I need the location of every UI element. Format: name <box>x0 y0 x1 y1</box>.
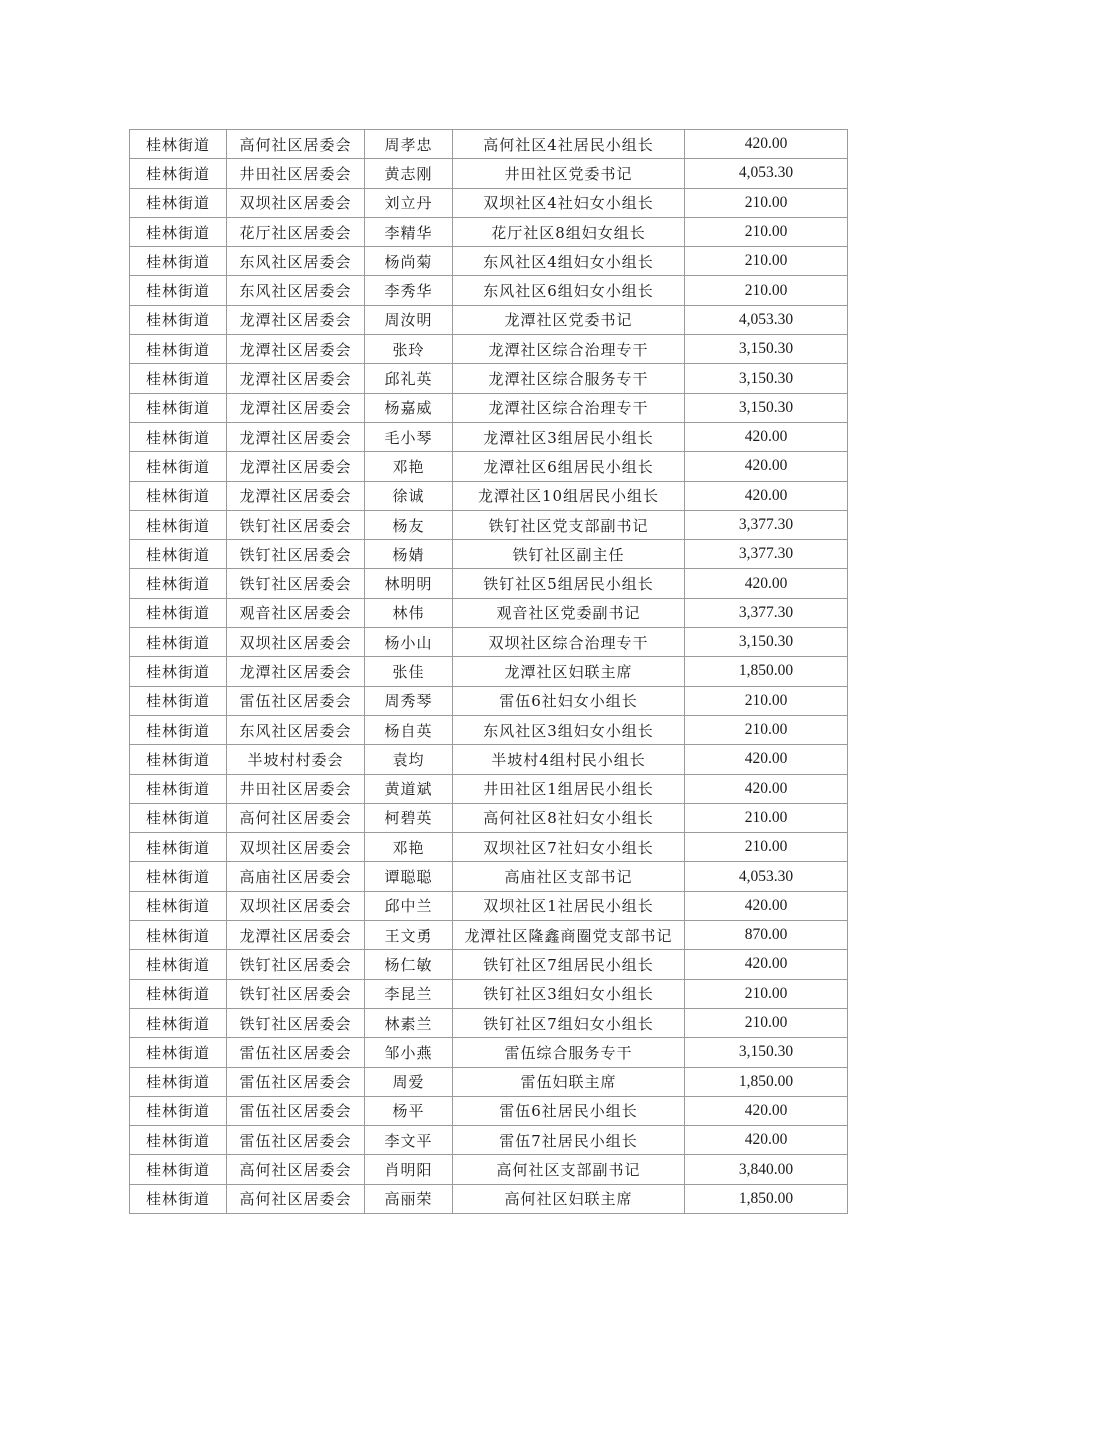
name-cell: 杨尚菊 <box>365 247 453 276</box>
street-cell: 桂林街道 <box>130 452 227 481</box>
street-cell: 桂林街道 <box>130 891 227 920</box>
table-row <box>130 745 848 774</box>
position-cell: 双坝社区4社妇女小组长 <box>453 188 685 217</box>
committee-cell: 高何社区居委会 <box>227 1155 365 1184</box>
table-row <box>130 715 848 744</box>
name-cell: 周孝忠 <box>365 130 453 159</box>
name-cell: 袁均 <box>365 745 453 774</box>
street-cell: 桂林街道 <box>130 1008 227 1037</box>
position-cell: 龙潭社区10组居民小组长 <box>453 481 685 510</box>
street-cell: 桂林街道 <box>130 276 227 305</box>
table-row <box>130 364 848 393</box>
amount-cell: 420.00 <box>685 481 848 510</box>
street-cell: 桂林街道 <box>130 1067 227 1096</box>
table-row <box>130 628 848 657</box>
amount-cell: 1,850.00 <box>685 1067 848 1096</box>
position-cell: 双坝社区综合治理专干 <box>453 628 685 657</box>
committee-cell: 双坝社区居委会 <box>227 188 365 217</box>
table-row <box>130 510 848 539</box>
street-cell: 桂林街道 <box>130 803 227 832</box>
position-cell: 龙潭社区妇联主席 <box>453 657 685 686</box>
table-row <box>130 950 848 979</box>
name-cell: 李精华 <box>365 217 453 246</box>
amount-cell: 3,377.30 <box>685 540 848 569</box>
amount-cell: 210.00 <box>685 715 848 744</box>
position-cell: 井田社区1组居民小组长 <box>453 774 685 803</box>
amount-cell: 420.00 <box>685 774 848 803</box>
street-cell: 桂林街道 <box>130 481 227 510</box>
position-cell: 雷伍7社居民小组长 <box>453 1126 685 1155</box>
name-cell: 黄志刚 <box>365 159 453 188</box>
name-cell: 邱中兰 <box>365 891 453 920</box>
committee-cell: 高何社区居委会 <box>227 803 365 832</box>
name-cell: 李文平 <box>365 1126 453 1155</box>
name-cell: 杨小山 <box>365 628 453 657</box>
street-cell: 桂林街道 <box>130 715 227 744</box>
committee-cell: 龙潭社区居委会 <box>227 921 365 950</box>
table-row <box>130 833 848 862</box>
committee-cell: 龙潭社区居委会 <box>227 481 365 510</box>
table-row <box>130 393 848 422</box>
table-row <box>130 305 848 334</box>
position-cell: 井田社区党委书记 <box>453 159 685 188</box>
street-cell: 桂林街道 <box>130 657 227 686</box>
name-cell: 黄道斌 <box>365 774 453 803</box>
committee-cell: 龙潭社区居委会 <box>227 393 365 422</box>
position-cell: 花厅社区8组妇女组长 <box>453 217 685 246</box>
name-cell: 周秀琴 <box>365 686 453 715</box>
committee-cell: 铁钉社区居委会 <box>227 569 365 598</box>
amount-cell: 420.00 <box>685 452 848 481</box>
street-cell: 桂林街道 <box>130 188 227 217</box>
position-cell: 铁钉社区3组妇女小组长 <box>453 979 685 1008</box>
amount-cell: 420.00 <box>685 130 848 159</box>
amount-cell: 210.00 <box>685 833 848 862</box>
street-cell: 桂林街道 <box>130 364 227 393</box>
amount-cell: 4,053.30 <box>685 159 848 188</box>
name-cell: 毛小琴 <box>365 422 453 451</box>
position-cell: 龙潭社区3组居民小组长 <box>453 422 685 451</box>
street-cell: 桂林街道 <box>130 950 227 979</box>
position-cell: 雷伍妇联主席 <box>453 1067 685 1096</box>
name-cell: 李昆兰 <box>365 979 453 1008</box>
amount-cell: 420.00 <box>685 422 848 451</box>
street-cell: 桂林街道 <box>130 979 227 1008</box>
amount-cell: 3,377.30 <box>685 598 848 627</box>
table-row <box>130 1008 848 1037</box>
amount-cell: 3,150.30 <box>685 364 848 393</box>
position-cell: 高何社区4社居民小组长 <box>453 130 685 159</box>
committee-cell: 龙潭社区居委会 <box>227 657 365 686</box>
street-cell: 桂林街道 <box>130 745 227 774</box>
amount-cell: 3,150.30 <box>685 393 848 422</box>
committee-cell: 龙潭社区居委会 <box>227 364 365 393</box>
position-cell: 龙潭社区综合治理专干 <box>453 393 685 422</box>
position-cell: 雷伍6社居民小组长 <box>453 1096 685 1125</box>
table-row <box>130 1067 848 1096</box>
amount-cell: 4,053.30 <box>685 862 848 891</box>
committee-cell: 铁钉社区居委会 <box>227 1008 365 1037</box>
table-row <box>130 774 848 803</box>
name-cell: 林伟 <box>365 598 453 627</box>
street-cell: 桂林街道 <box>130 1126 227 1155</box>
committee-cell: 龙潭社区居委会 <box>227 452 365 481</box>
name-cell: 杨自英 <box>365 715 453 744</box>
table-row <box>130 891 848 920</box>
position-cell: 双坝社区1社居民小组长 <box>453 891 685 920</box>
name-cell: 邹小燕 <box>365 1038 453 1067</box>
street-cell: 桂林街道 <box>130 130 227 159</box>
committee-cell: 龙潭社区居委会 <box>227 335 365 364</box>
name-cell: 刘立丹 <box>365 188 453 217</box>
table-row <box>130 188 848 217</box>
position-cell: 高何社区妇联主席 <box>453 1184 685 1213</box>
committee-cell: 高何社区居委会 <box>227 130 365 159</box>
name-cell: 高丽荣 <box>365 1184 453 1213</box>
position-cell: 龙潭社区党委书记 <box>453 305 685 334</box>
table-row <box>130 159 848 188</box>
committee-cell: 观音社区居委会 <box>227 598 365 627</box>
street-cell: 桂林街道 <box>130 305 227 334</box>
amount-cell: 420.00 <box>685 1096 848 1125</box>
street-cell: 桂林街道 <box>130 159 227 188</box>
street-cell: 桂林街道 <box>130 1038 227 1067</box>
amount-cell: 210.00 <box>685 247 848 276</box>
amount-cell: 210.00 <box>685 188 848 217</box>
committee-cell: 东风社区居委会 <box>227 247 365 276</box>
committee-cell: 铁钉社区居委会 <box>227 979 365 1008</box>
position-cell: 观音社区党委副书记 <box>453 598 685 627</box>
position-cell: 龙潭社区综合服务专干 <box>453 364 685 393</box>
table-row <box>130 1155 848 1184</box>
street-cell: 桂林街道 <box>130 1155 227 1184</box>
name-cell: 林明明 <box>365 569 453 598</box>
amount-cell: 870.00 <box>685 921 848 950</box>
amount-cell: 210.00 <box>685 276 848 305</box>
committee-cell: 井田社区居委会 <box>227 159 365 188</box>
position-cell: 东风社区3组妇女小组长 <box>453 715 685 744</box>
committee-cell: 东风社区居委会 <box>227 715 365 744</box>
table-row <box>130 276 848 305</box>
position-cell: 雷伍综合服务专干 <box>453 1038 685 1067</box>
committee-cell: 龙潭社区居委会 <box>227 422 365 451</box>
name-cell: 杨婧 <box>365 540 453 569</box>
committee-cell: 东风社区居委会 <box>227 276 365 305</box>
position-cell: 双坝社区7社妇女小组长 <box>453 833 685 862</box>
amount-cell: 210.00 <box>685 686 848 715</box>
amount-cell: 1,850.00 <box>685 657 848 686</box>
roster-table <box>129 129 848 1214</box>
amount-cell: 210.00 <box>685 979 848 1008</box>
table-row <box>130 481 848 510</box>
name-cell: 柯碧英 <box>365 803 453 832</box>
position-cell: 高何社区支部副书记 <box>453 1155 685 1184</box>
position-cell: 龙潭社区6组居民小组长 <box>453 452 685 481</box>
table-row <box>130 921 848 950</box>
street-cell: 桂林街道 <box>130 247 227 276</box>
committee-cell: 高庙社区居委会 <box>227 862 365 891</box>
table-row <box>130 1096 848 1125</box>
amount-cell: 420.00 <box>685 745 848 774</box>
position-cell: 龙潭社区隆鑫商圈党支部书记 <box>453 921 685 950</box>
committee-cell: 半坡村村委会 <box>227 745 365 774</box>
street-cell: 桂林街道 <box>130 774 227 803</box>
street-cell: 桂林街道 <box>130 335 227 364</box>
committee-cell: 双坝社区居委会 <box>227 628 365 657</box>
table-row <box>130 1126 848 1155</box>
name-cell: 徐诚 <box>365 481 453 510</box>
amount-cell: 210.00 <box>685 217 848 246</box>
amount-cell: 420.00 <box>685 891 848 920</box>
committee-cell: 雷伍社区居委会 <box>227 1038 365 1067</box>
committee-cell: 双坝社区居委会 <box>227 833 365 862</box>
amount-cell: 420.00 <box>685 569 848 598</box>
amount-cell: 4,053.30 <box>685 305 848 334</box>
committee-cell: 雷伍社区居委会 <box>227 1126 365 1155</box>
position-cell: 铁钉社区5组居民小组长 <box>453 569 685 598</box>
name-cell: 李秀华 <box>365 276 453 305</box>
committee-cell: 雷伍社区居委会 <box>227 1067 365 1096</box>
amount-cell: 3,840.00 <box>685 1155 848 1184</box>
name-cell: 周爱 <box>365 1067 453 1096</box>
name-cell: 杨平 <box>365 1096 453 1125</box>
name-cell: 张玲 <box>365 335 453 364</box>
table-row <box>130 217 848 246</box>
committee-cell: 雷伍社区居委会 <box>227 1096 365 1125</box>
street-cell: 桂林街道 <box>130 217 227 246</box>
name-cell: 邱礼英 <box>365 364 453 393</box>
table-row <box>130 686 848 715</box>
name-cell: 林素兰 <box>365 1008 453 1037</box>
table-row <box>130 540 848 569</box>
table-row <box>130 803 848 832</box>
committee-cell: 花厅社区居委会 <box>227 217 365 246</box>
position-cell: 半坡村4组村民小组长 <box>453 745 685 774</box>
table-row <box>130 569 848 598</box>
position-cell: 雷伍6社妇女小组长 <box>453 686 685 715</box>
name-cell: 邓艳 <box>365 452 453 481</box>
name-cell: 谭聪聪 <box>365 862 453 891</box>
name-cell: 肖明阳 <box>365 1155 453 1184</box>
name-cell: 张佳 <box>365 657 453 686</box>
table-row <box>130 862 848 891</box>
amount-cell: 420.00 <box>685 1126 848 1155</box>
table-row <box>130 979 848 1008</box>
table-row <box>130 598 848 627</box>
table-row <box>130 247 848 276</box>
committee-cell: 铁钉社区居委会 <box>227 510 365 539</box>
name-cell: 王文勇 <box>365 921 453 950</box>
table-row <box>130 1038 848 1067</box>
amount-cell: 3,377.30 <box>685 510 848 539</box>
street-cell: 桂林街道 <box>130 833 227 862</box>
street-cell: 桂林街道 <box>130 540 227 569</box>
amount-cell: 3,150.30 <box>685 1038 848 1067</box>
committee-cell: 龙潭社区居委会 <box>227 305 365 334</box>
table-row <box>130 1184 848 1213</box>
street-cell: 桂林街道 <box>130 422 227 451</box>
street-cell: 桂林街道 <box>130 686 227 715</box>
position-cell: 高何社区8社妇女小组长 <box>453 803 685 832</box>
street-cell: 桂林街道 <box>130 921 227 950</box>
amount-cell: 210.00 <box>685 1008 848 1037</box>
name-cell: 周汝明 <box>365 305 453 334</box>
position-cell: 铁钉社区7组妇女小组长 <box>453 1008 685 1037</box>
position-cell: 龙潭社区综合治理专干 <box>453 335 685 364</box>
position-cell: 铁钉社区7组居民小组长 <box>453 950 685 979</box>
street-cell: 桂林街道 <box>130 1096 227 1125</box>
committee-cell: 铁钉社区居委会 <box>227 950 365 979</box>
street-cell: 桂林街道 <box>130 628 227 657</box>
amount-cell: 3,150.30 <box>685 335 848 364</box>
name-cell: 杨仁敏 <box>365 950 453 979</box>
street-cell: 桂林街道 <box>130 393 227 422</box>
position-cell: 铁钉社区党支部副书记 <box>453 510 685 539</box>
table-row <box>130 130 848 159</box>
name-cell: 邓艳 <box>365 833 453 862</box>
position-cell: 东风社区4组妇女小组长 <box>453 247 685 276</box>
position-cell: 高庙社区支部书记 <box>453 862 685 891</box>
table-row <box>130 452 848 481</box>
committee-cell: 铁钉社区居委会 <box>227 540 365 569</box>
street-cell: 桂林街道 <box>130 598 227 627</box>
street-cell: 桂林街道 <box>130 1184 227 1213</box>
position-cell: 东风社区6组妇女小组长 <box>453 276 685 305</box>
committee-cell: 雷伍社区居委会 <box>227 686 365 715</box>
street-cell: 桂林街道 <box>130 569 227 598</box>
position-cell: 铁钉社区副主任 <box>453 540 685 569</box>
amount-cell: 210.00 <box>685 803 848 832</box>
committee-cell: 井田社区居委会 <box>227 774 365 803</box>
street-cell: 桂林街道 <box>130 510 227 539</box>
amount-cell: 3,150.30 <box>685 628 848 657</box>
table-row <box>130 422 848 451</box>
table-row <box>130 657 848 686</box>
name-cell: 杨嘉威 <box>365 393 453 422</box>
amount-cell: 420.00 <box>685 950 848 979</box>
name-cell: 杨友 <box>365 510 453 539</box>
street-cell: 桂林街道 <box>130 862 227 891</box>
amount-cell: 1,850.00 <box>685 1184 848 1213</box>
roster-table-body <box>130 130 848 1214</box>
committee-cell: 高何社区居委会 <box>227 1184 365 1213</box>
committee-cell: 双坝社区居委会 <box>227 891 365 920</box>
table-row <box>130 335 848 364</box>
